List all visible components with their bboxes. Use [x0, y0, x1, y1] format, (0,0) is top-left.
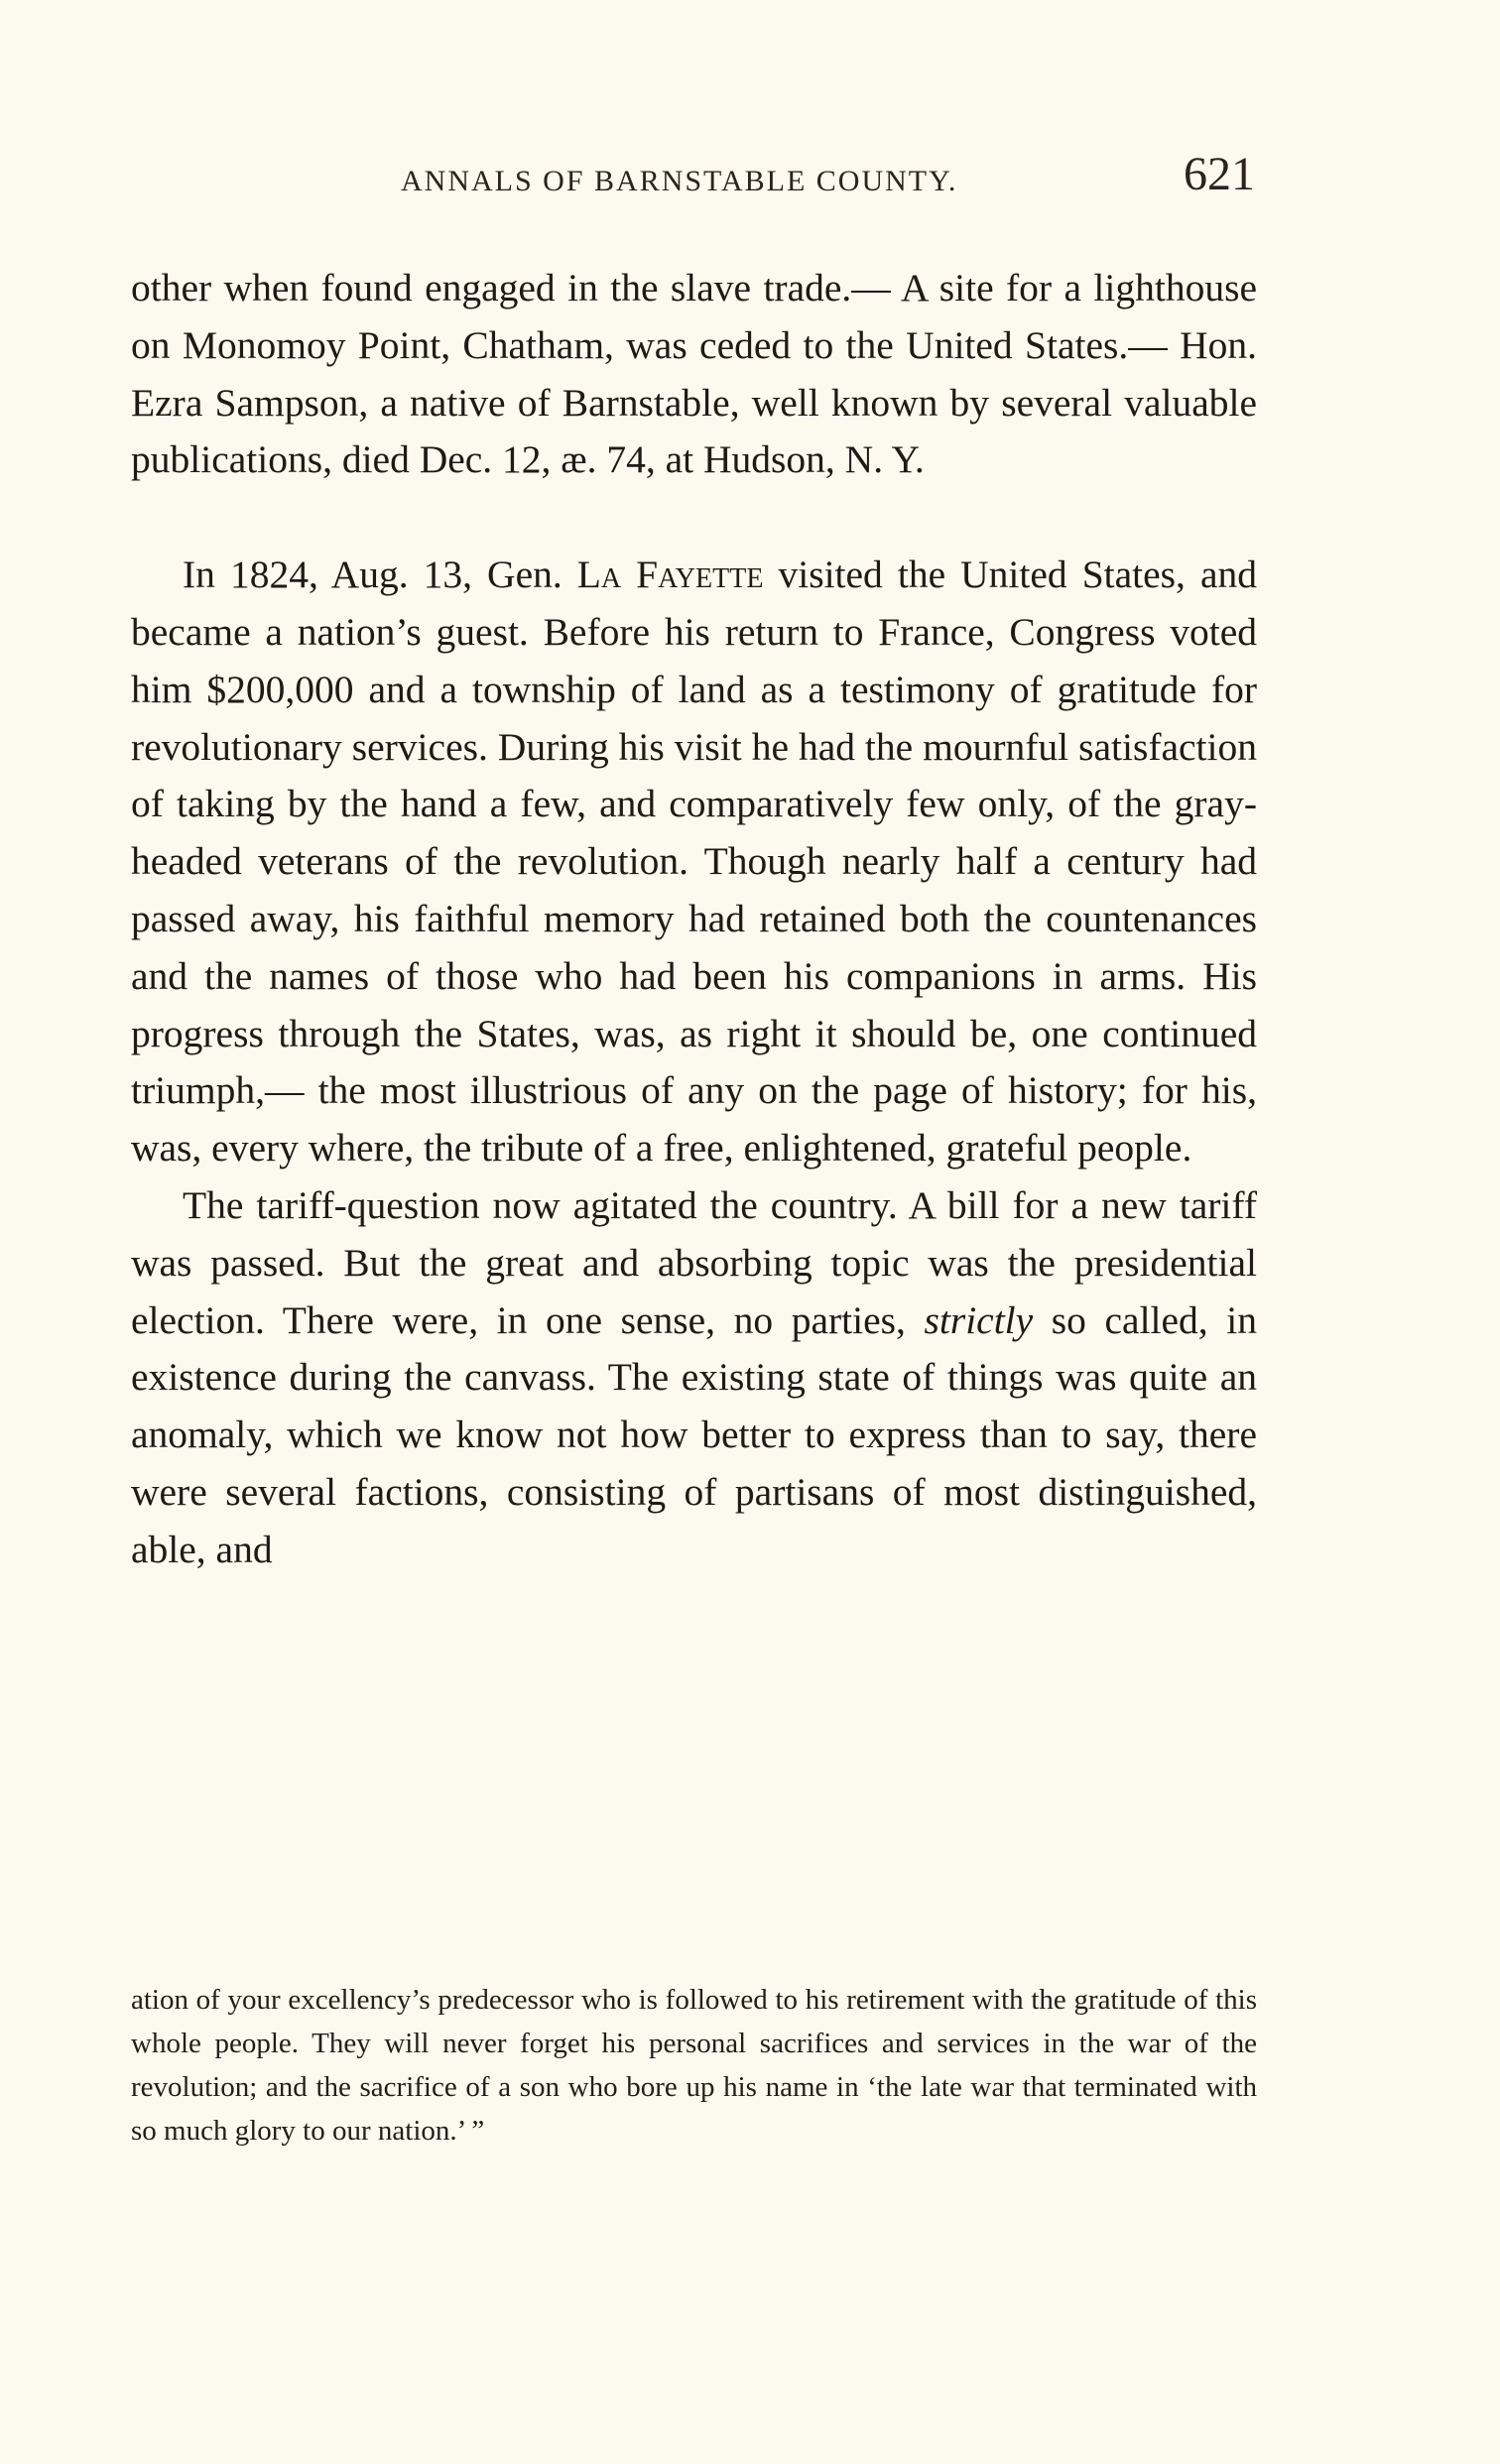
paragraph-tariff-rest: so called, in existence during the canvass. The existing state of things was quite an anomaly, which we know not how better to express than to say, there were several factions, consisting of partisans of most distinguished, able, and: [131, 1297, 1257, 1571]
paragraph-lafayette-rest: visited the United States, and became a nation’s guest. Before his return to France, Congress voted him $200,000 and a township of land as a testimony of gratitude for revolutionary services. During his visit he had the mournful satisfaction of taking by the hand a few, and comparatively few only, of the gray-headed veterans of the revolution. Though nearly half a century had passed away, his faithful memory had retained both the countenances and the names of those who had been his companions in arms. His progress through the States, was, as right it should be, one continued triumph,— the most illustrious of any on the page of history; for his, was, every where, the tribute of a free, enlightened, grateful people.: [131, 553, 1257, 1170]
paragraph-tariff-lead: The tariff-question now agitated the country. A bill for a new tariff was passed. But the great and absorbing topic was the presidential election. There were, in one sense, no parties,: [131, 1182, 1257, 1342]
main-text: [131, 260, 1257, 1579]
footnote-text: ation of your excellency’s predecessor who is followed to his retirement with the gratitude of this whole people. They will never forget his personal sacrifices and services in the war of the revolution; and the sacrifice of a son who bore up his name in ‘the late war that terminated with so much glory to our nation.’ ”: [131, 1984, 1257, 2147]
paragraph-lafayette: [131, 547, 1257, 1177]
lafayette-name: La Fayette: [576, 553, 764, 597]
footnote: [131, 1978, 1257, 2153]
paragraph-continued: other when found engaged in the slave trade.— A site for a lighthouse on Monomoy Point, Chatham, was ceded to the United States.— Hon. Ezra Sampson, a native of Barnstable, well known by several valuable publications, died Dec. 12, æ. 74, at Hudson, N. Y.: [131, 266, 1257, 482]
italic-strictly: strictly: [924, 1297, 1034, 1342]
paragraph-lafayette-lead: In 1824, Aug. 13, Gen.: [183, 553, 577, 597]
page-number: 621: [1184, 148, 1255, 200]
page-header: [131, 139, 1257, 218]
running-title: ANNALS OF BARNSTABLE COUNTY.: [401, 165, 958, 197]
paragraph-tariff: [131, 1177, 1257, 1579]
